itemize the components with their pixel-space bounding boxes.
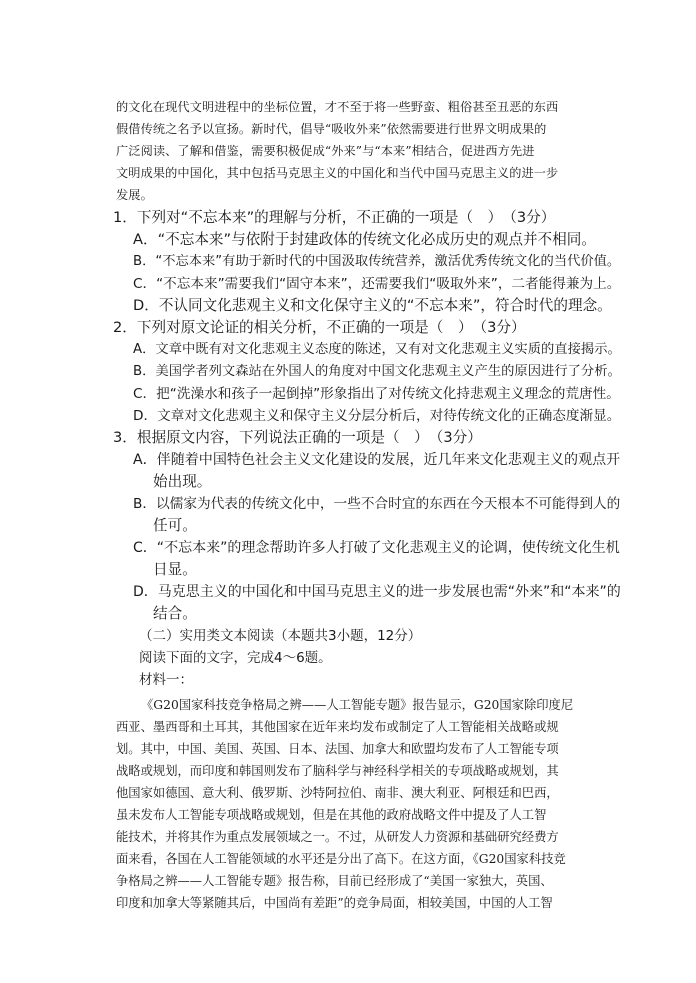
question-2-stem: 2．下列对原文论证的相关分析，不正确的一项是（ ） （3分） [113,319,526,336]
passage-line: 《G20国家科技竞争格局之辨——人工智能专题》报告显示，G20国家除印度尼 [141,698,574,712]
passage-line: 假借传统之名予以宣扬。新时代，倡导“吸收外来”依然需要进行世界文明成果的 [116,122,547,136]
question-2-option-a: A．文章中既有对文化悲观主义态度的陈述，又有对文化悲观主义实质的直接揭示。 [133,342,621,357]
question-3-option-c: C．“不忘本来”的理念帮助许多人打破了文化悲观主义的论调，使传统文化生机 [133,540,620,556]
passage-line: 印度和加拿大等紧随其后，中国尚有差距”的竞争局面，相较美国，中国的人工智 [116,896,553,910]
passage-line: 发展。 [116,188,153,202]
question-2-option-d: D．文章对文化悲观主义和保守主义分层分析后，对待传统文化的正确态度渐显。 [133,408,621,424]
question-3-option-d-cont: 结合。 [153,605,197,622]
question-3-option-a-cont: 始出现。 [153,473,212,490]
question-1-option-b: B．“不忘本来”有助于新时代的中国汲取传统营养，激活优秀传统文化的当代价值。 [133,254,621,269]
question-1-option-d: D．不认同文化悲观主义和文化保守主义的“不忘本来”，符合时代的理念。 [133,297,612,314]
question-1-stem: 1．下列对“不忘本来”的理解与分析，不正确的一项是（ ） （3分） [113,209,556,226]
passage-line: 他国家如德国、意大利、俄罗斯、沙特阿拉伯、南非、澳大利亚、阿根廷和巴西， [116,786,559,800]
question-3-option-d: D．马克思主义的中国化和中国马克思主义的进一步发展也需“外来”和“本来”的 [133,584,621,600]
passage-line: 划。其中，中国、美国、英国、日本、法国、加拿大和欧盟均发布了人工智能专项 [116,742,559,756]
passage-line: 能技术，并将其作为重点发展领域之一。不过，从研发人力资源和基础研究经费方 [116,830,559,844]
passage-line: 战略或规划，而印度和韩国则发布了脑科学与神经科学相关的专项战略或规划，其 [116,764,559,778]
material-label: 材料一： [139,672,193,688]
section-instruction: 阅读下面的文字，完成4～6题。 [139,650,332,666]
passage-line: 西亚、墨西哥和土耳其，其他国家在近年来均发布或制定了人工智能相关战略或规 [116,720,559,734]
question-3-option-b: B．以儒家为代表的传统文化中，一些不合时宜的东西在今天根本不可能得到人的 [133,496,621,512]
passage-line: 面来看，各国在人工智能领域的水平还是分出了高下。在这方面，《G20国家科技竞 [116,852,566,866]
question-3-option-b-cont: 任可。 [153,517,197,534]
passage-line: 虽未发布人工智能专项战略或规划，但是在其他的政府战略文件中提及了人工智 [116,808,547,822]
passage-line: 文明成果的中国化，其中包括马克思主义的中国化和当代中国马克思主义的进一步 [116,166,559,180]
passage-line: 争格局之辨——人工智能专题》报告称，目前已经形成了“美国一家独大，英国、 [116,874,553,888]
question-3-option-a: A．伴随着中国特色社会主义文化建设的发展，近几年来文化悲观主义的观点开 [133,452,621,468]
section-heading: （二）实用类文本阅读（本题共3小题，12分） [139,628,422,644]
passage-line: 广泛阅读、了解和借鉴，需要积极促成“外来”与“本来”相结合，促进西方先进 [116,144,535,158]
question-3-stem: 3．根据原文内容，下列说法正确的一项是（ ） （3分） [113,429,482,446]
question-1-option-c: C．“不忘本来”需要我们“固守本来”，还需要我们“吸取外来”，二者能得兼为上。 [133,276,621,292]
question-3-option-c-cont: 日显。 [153,561,197,578]
question-1-option-a: A．“不忘本来”与依附于封建政体的传统文化必成历史的观点并不相同。 [133,231,596,248]
passage-line: 的文化在现代文明进程中的坐标位置，才不至于将一些野蛮、粗俗甚至丑恶的东西 [116,100,559,114]
question-2-option-c: C．把“洗澡水和孩子一起倒掉”形象指出了对传统文化持悲观主义理念的荒唐性。 [133,386,620,402]
question-2-option-b: B．美国学者列文森站在外国人的角度对中国文化悲观主义产生的原因进行了分析。 [133,364,621,379]
